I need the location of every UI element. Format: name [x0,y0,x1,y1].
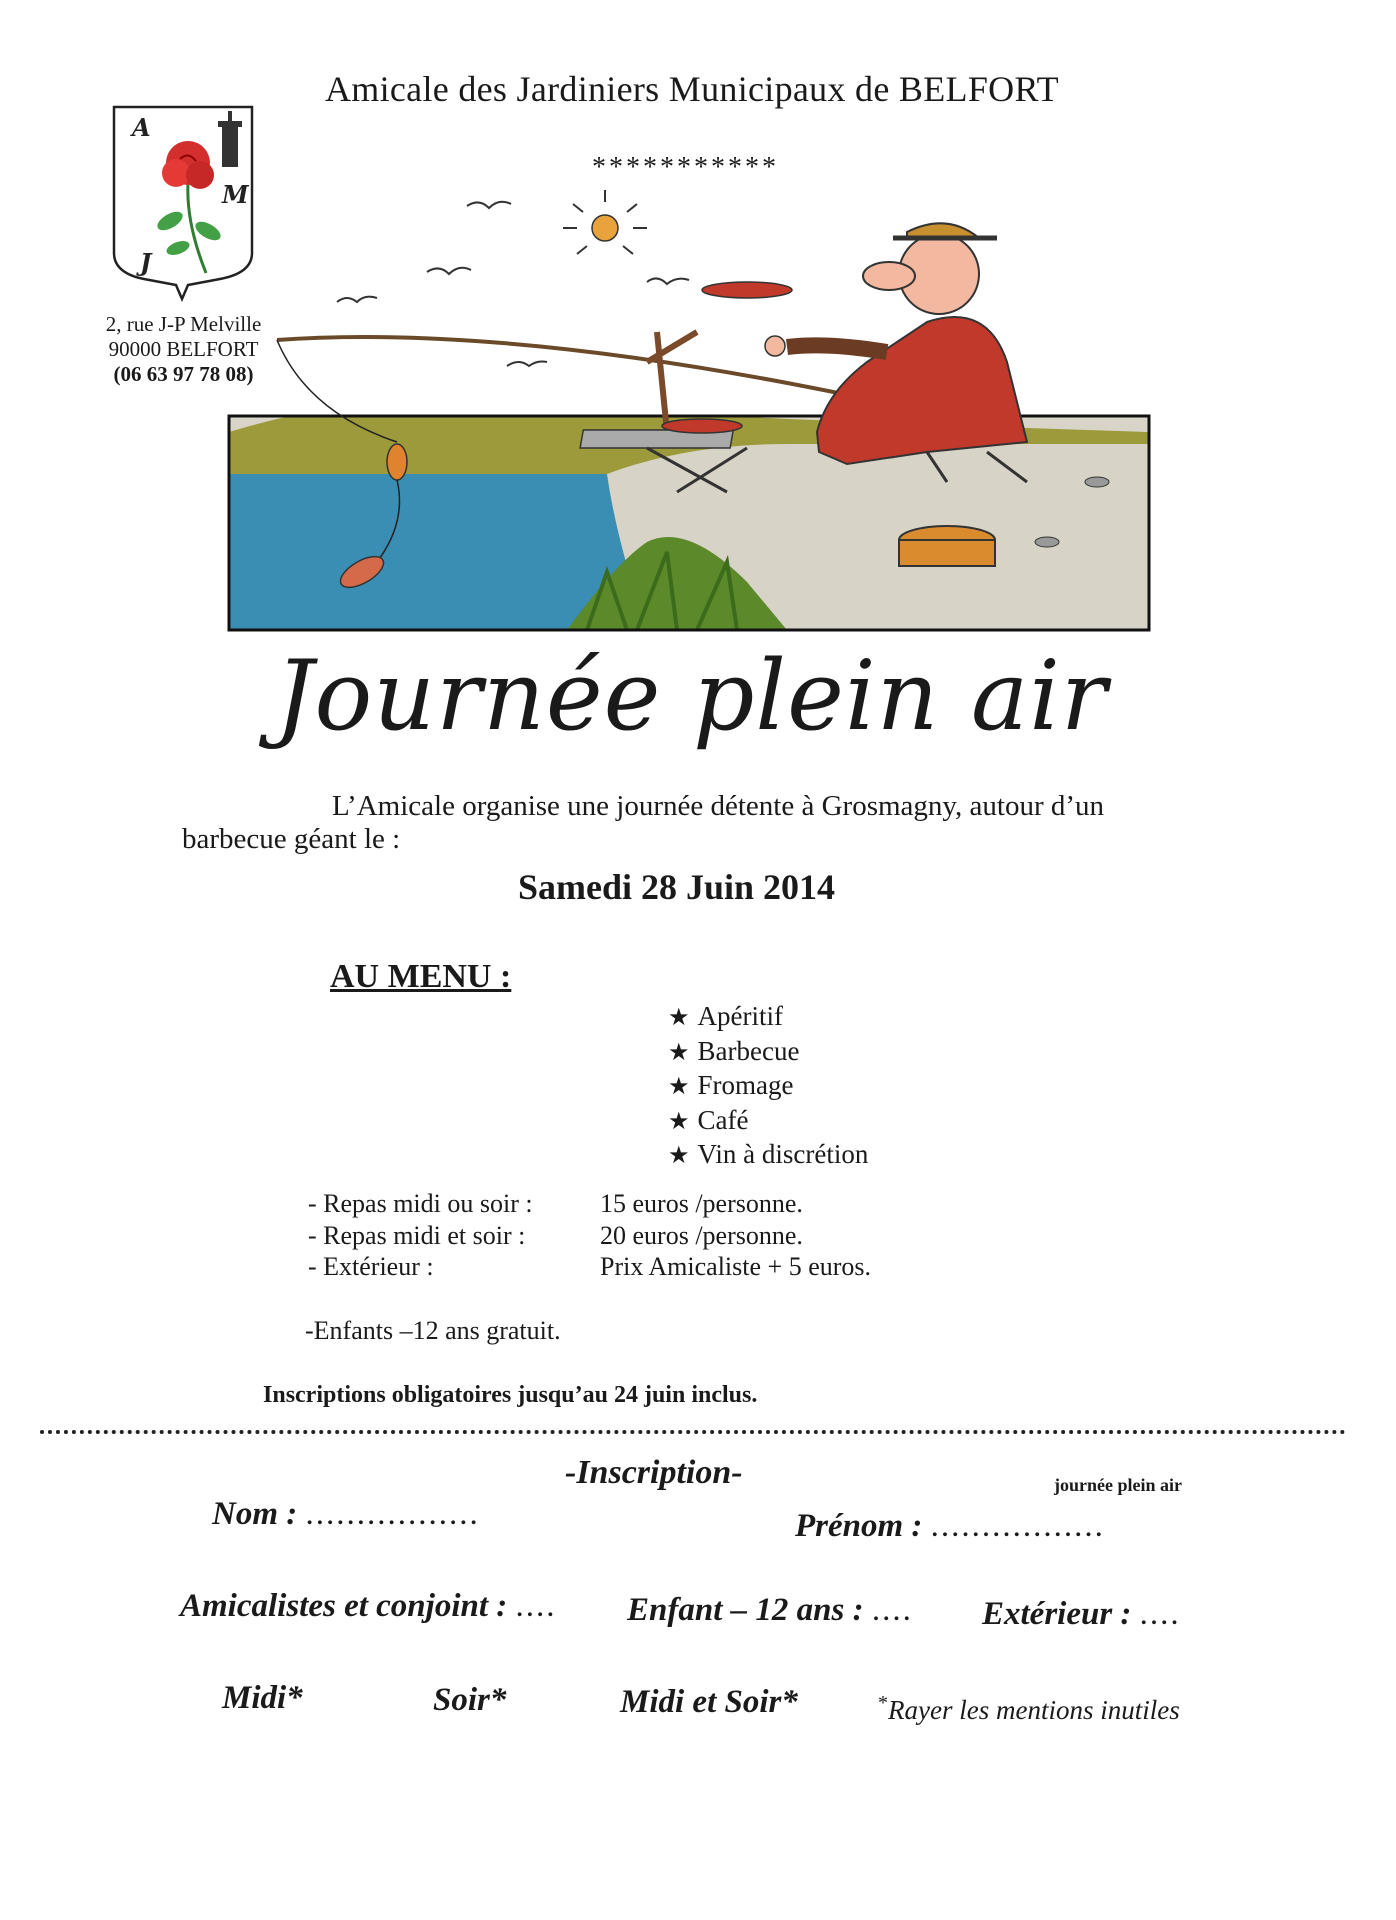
logo-letter-a: A [132,113,151,142]
menu-item: ★ Apéritif [668,1000,868,1035]
price-label: - Repas midi ou soir : [308,1189,533,1218]
nom-blank[interactable]: ................. [305,1496,480,1532]
prenom-blank[interactable]: ................. [930,1508,1105,1544]
price-value: 15 euros /personne. [600,1189,803,1218]
exterieur-blank[interactable]: .... [1139,1596,1181,1632]
price-row [308,1251,871,1283]
prenom-label: Prénom : [795,1508,923,1544]
nom-field[interactable] [212,1496,480,1533]
prenom-field[interactable] [795,1508,1105,1545]
price-list [308,1188,871,1283]
fisherman-illustration [227,182,1152,634]
logo-letter-j: J [140,248,152,277]
cut-line-divider [40,1430,1346,1434]
strike-note [878,1692,1180,1726]
price-value: Prix Amicaliste + 5 euros. [600,1252,872,1281]
menu-item: ★ Café [668,1104,868,1139]
enfant-blank[interactable]: .... [871,1592,913,1628]
note-asterisk: * [878,1692,888,1714]
decorative-stars: *********** [592,152,779,183]
intro-line-1: L’Amicale organise une journée détente à Grosmagny, autour d’un [332,790,1105,822]
price-label: - Repas midi et soir : [308,1220,526,1250]
menu-heading: AU MENU : [330,958,512,995]
price-row [308,1188,871,1220]
amicalistes-blank[interactable]: .... [515,1588,557,1624]
price-value: 20 euros /personne. [600,1220,803,1250]
enfant-label: Enfant – 12 ans : [627,1592,864,1628]
event-intro [182,790,1212,856]
address-street: 2, rue J-P Melville [105,312,262,336]
event-title: Journée plein air [275,640,1108,752]
sun-icon [563,190,647,254]
address-city: 90000 BELFORT [108,337,259,361]
option-soir[interactable]: Soir* [433,1682,507,1718]
amicalistes-label: Amicalistes et conjoint : [180,1588,508,1624]
registration-deadline: Inscriptions obligatoires jusqu’au 24 juin inclus. [263,1382,758,1408]
kids-note: -Enfants –12 ans gratuit. [305,1316,561,1345]
enfant-field[interactable] [627,1592,913,1629]
note-text: Rayer les mentions inutiles [888,1695,1180,1725]
price-row [308,1220,871,1252]
intro-line-2: barbecue géant le : [182,823,401,855]
form-title: -Inscription- [565,1454,743,1491]
exterieur-label: Extérieur : [982,1596,1132,1632]
amicalistes-field[interactable] [180,1588,557,1625]
form-subtitle: journée plein air [1054,1475,1182,1495]
menu-list [668,1000,868,1173]
option-midi-et-soir[interactable]: Midi et Soir* [620,1684,798,1720]
event-date: Samedi 28 Juin 2014 [518,867,836,907]
logo-letter-m: M [222,180,249,209]
address-phone: (06 63 97 78 08) [113,362,254,386]
exterieur-field[interactable] [982,1596,1181,1633]
menu-item: ★ Barbecue [668,1035,868,1070]
nom-label: Nom : [212,1496,298,1532]
org-name: Amicale des Jardiniers Municipaux de BELFORT [325,69,1059,109]
menu-item: ★ Vin à discrétion [668,1138,868,1173]
menu-item: ★ Fromage [668,1069,868,1104]
option-midi[interactable]: Midi* [222,1680,303,1716]
price-label: - Extérieur : [308,1252,434,1281]
